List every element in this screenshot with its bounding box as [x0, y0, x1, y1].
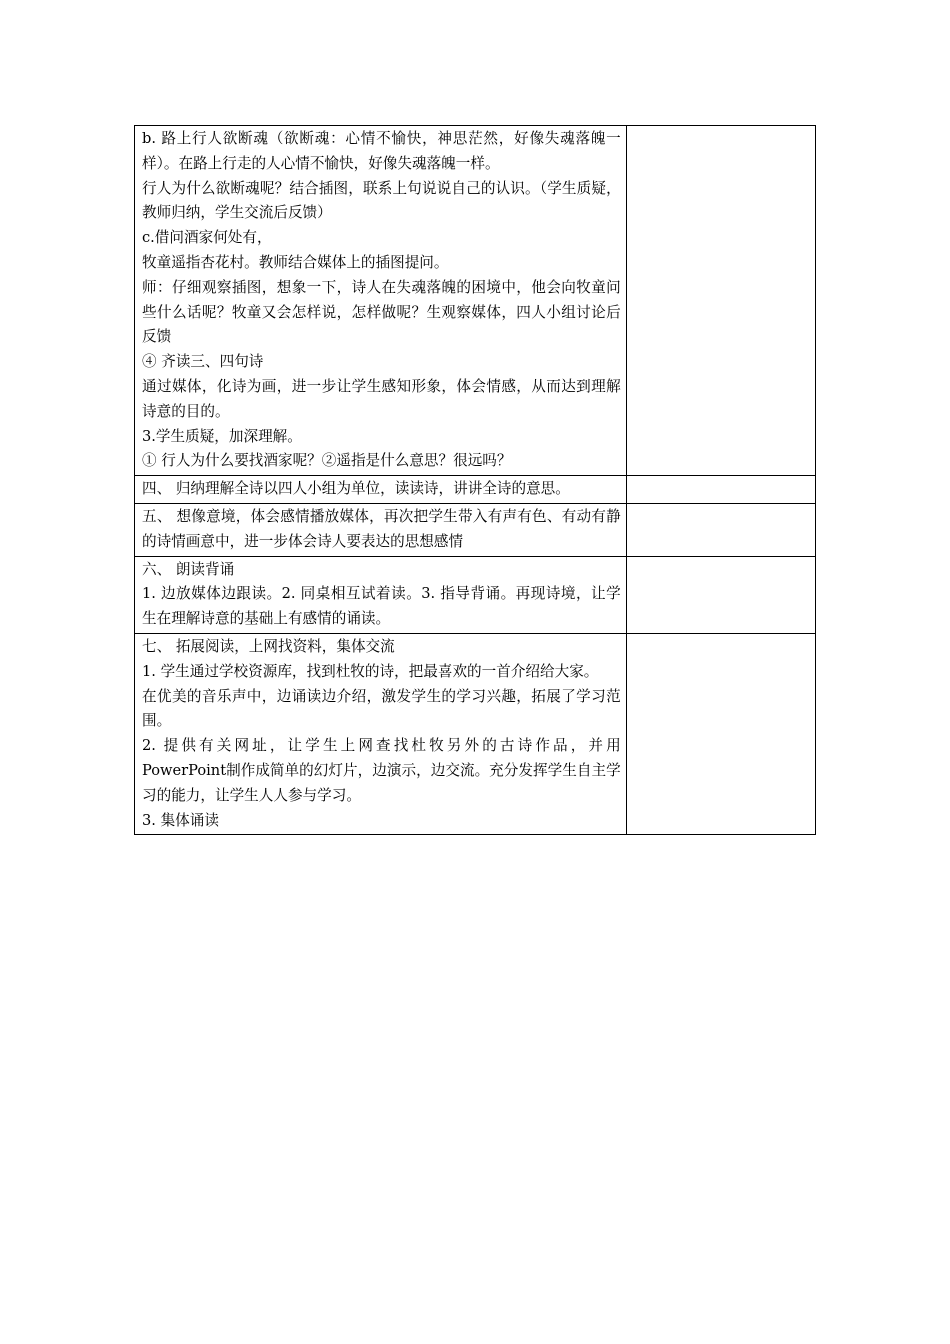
notes-cell [626, 503, 815, 556]
text-line: 3.学生质疑，加深理解。 [142, 427, 302, 445]
teaching-process-cell [135, 556, 627, 633]
teaching-process-cell [135, 476, 627, 504]
text-line: 通过媒体，化诗为画，进一步让学生感知形象，体会情感，从而达到理解诗意的目的。 [142, 377, 621, 420]
text-line: b. 路上行人欲断魂（欲断魂：心情不愉快，神思茫然，好像失魂落魄一样）。在路上行走的人心情不愉快，好像失魂落魄一样。 [142, 130, 621, 172]
text-line: 五、 想像意境，体会感情播放媒体，再次把学生带入有声有色、有动有静的诗情画意中，进一步体会诗人要表达的思想感情 [142, 507, 621, 550]
notes-cell [626, 633, 815, 834]
notes-cell [626, 556, 815, 633]
text-line: 行人为什么欲断魂呢？结合插图，联系上句说说自己的认识。（学生质疑，教师归纳，学生交流后反馈） [142, 179, 621, 222]
text-line: 牧童遥指杏花村。教师结合媒体上的插图提问。 [142, 253, 449, 271]
text-line: 在优美的音乐声中，边诵读边介绍，激发学生的学习兴趣，拓展了学习范围。 [142, 687, 621, 730]
table-row [135, 126, 816, 476]
teaching-process-cell [135, 126, 627, 476]
text-line: 3. 集体诵读 [142, 811, 219, 829]
teaching-process-cell [135, 503, 627, 556]
notes-cell [626, 126, 815, 476]
teaching-process-cell [135, 633, 627, 834]
text-line: 四、 归纳理解全诗以四人小组为单位，读读诗，讲讲全诗的意思。 [142, 480, 570, 498]
lesson-plan-table [134, 125, 816, 835]
table-row [135, 556, 816, 633]
text-line: 1. 学生通过学校资源库，找到杜牧的诗，把最喜欢的一首介绍给大家。 [142, 662, 599, 680]
table-row [135, 476, 816, 504]
text-line: c.借问酒家何处有， [142, 229, 272, 247]
text-line: 师：仔细观察插图，想象一下，诗人在失魂落魄的困境中，他会向牧童问些什么话呢？牧童又会怎样说，怎样做呢？生观察媒体，四人小组讨论后反馈 [142, 278, 621, 346]
table-row [135, 633, 816, 834]
text-line: ④ 齐读三、四句诗 [142, 353, 264, 371]
text-line: ① 行人为什么要找酒家呢？②遥指是什么意思？很远吗？ [142, 452, 512, 470]
text-line: 2. 提供有关网址，让学生上网查找杜牧另外的古诗作品，并用PowerPoint制作成简单的幻灯片，边演示，边交流。充分发挥学生自主学习的能力，让学生人人参与学习。 [142, 737, 621, 804]
table-row [135, 503, 816, 556]
notes-cell [626, 476, 815, 504]
text-line: 七、 拓展阅读，上网找资料，集体交流 [142, 637, 395, 655]
text-line: 1. 边放媒体边跟读。2. 同桌相互试着读。3. 指导背诵。再现诗境，让学生在理解诗意的基础上有感情的诵读。 [142, 585, 621, 628]
text-line: 六、 朗读背诵 [142, 560, 235, 578]
